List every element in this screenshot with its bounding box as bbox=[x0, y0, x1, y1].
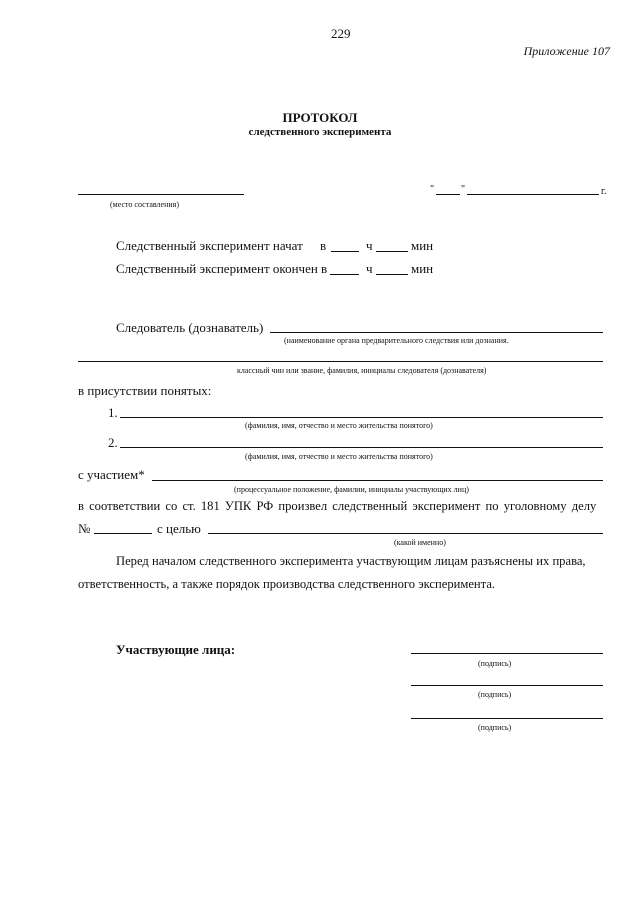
end-label: Следственный эксперимент окончен в bbox=[116, 261, 328, 276]
purpose-line bbox=[208, 533, 603, 534]
signature-caption-2: (подпись) bbox=[478, 690, 512, 699]
date-month-line bbox=[467, 194, 599, 195]
start-hour-line bbox=[331, 251, 359, 252]
article-text: в соответствии со ст. 181 УПК РФ произвел следственный эксперимент по уголовному делу bbox=[78, 499, 597, 513]
start-hour-abbr: ч bbox=[366, 238, 373, 253]
witness-1-number: 1. bbox=[108, 405, 118, 420]
investigator-label: Следователь (дознаватель) bbox=[116, 320, 264, 335]
year-suffix: г. bbox=[601, 186, 607, 197]
signature-line-2 bbox=[411, 685, 603, 686]
start-in: в bbox=[320, 238, 327, 253]
end-minute-line bbox=[376, 274, 408, 275]
participation-caption: (процессуальное положение, фамилии, инициалы участвующих лиц) bbox=[234, 485, 469, 494]
date-quote-close: " bbox=[461, 184, 466, 195]
witness-2-number: 2. bbox=[108, 435, 118, 450]
case-number-sign: № bbox=[78, 521, 91, 536]
participation-label: с участием* bbox=[78, 467, 145, 482]
start-minute-line bbox=[376, 251, 408, 252]
end-minute-abbr: мин bbox=[411, 261, 434, 276]
paragraph-line-2: ответственность, а также порядок производства следственного эксперимента. bbox=[78, 577, 496, 591]
end-hour-abbr: ч bbox=[366, 261, 373, 276]
witness-1-caption: (фамилия, имя, отчество и место жительства понятого) bbox=[245, 421, 433, 430]
place-caption: (место составления) bbox=[110, 200, 179, 209]
witnesses-label: в присутствии понятых: bbox=[78, 383, 212, 398]
date-day-line bbox=[436, 194, 460, 195]
end-hour-line bbox=[330, 274, 359, 275]
investigator-line bbox=[270, 332, 603, 333]
document-title: ПРОТОКОЛ bbox=[282, 110, 358, 125]
signature-caption-3: (подпись) bbox=[478, 723, 512, 732]
date-quote-open: " bbox=[430, 184, 435, 195]
rank-caption: классный чин или звание, фамилия, инициалы следователя (дознавателя) bbox=[237, 366, 487, 375]
start-minute-abbr: мин bbox=[411, 238, 434, 253]
rank-line bbox=[78, 361, 603, 362]
witness-2-line bbox=[120, 447, 603, 448]
place-line bbox=[78, 194, 244, 195]
organ-caption: (наименование органа предварительного следствия или дознания. bbox=[284, 336, 509, 345]
paragraph-line-1: Перед началом следственного эксперимента участвующим лицам разъяснены их права, bbox=[116, 554, 586, 568]
start-label: Следственный эксперимент начат bbox=[116, 238, 303, 253]
document-subtitle: следственного эксперимента bbox=[248, 126, 392, 138]
signature-caption-1: (подпись) bbox=[478, 659, 512, 668]
purpose-caption: (какой именно) bbox=[394, 538, 446, 547]
participants-label: Участвующие лица: bbox=[116, 642, 236, 657]
witness-1-line bbox=[120, 417, 603, 418]
purpose-label: с целью bbox=[157, 521, 201, 536]
participation-line bbox=[152, 480, 603, 481]
signature-line-1 bbox=[411, 653, 603, 654]
witness-2-caption: (фамилия, имя, отчество и место жительства понятого) bbox=[245, 452, 433, 461]
signature-line-3 bbox=[411, 718, 603, 719]
page-number: 229 bbox=[331, 26, 351, 41]
case-number-line bbox=[94, 533, 152, 534]
appendix-label: Приложение 107 bbox=[523, 44, 610, 58]
